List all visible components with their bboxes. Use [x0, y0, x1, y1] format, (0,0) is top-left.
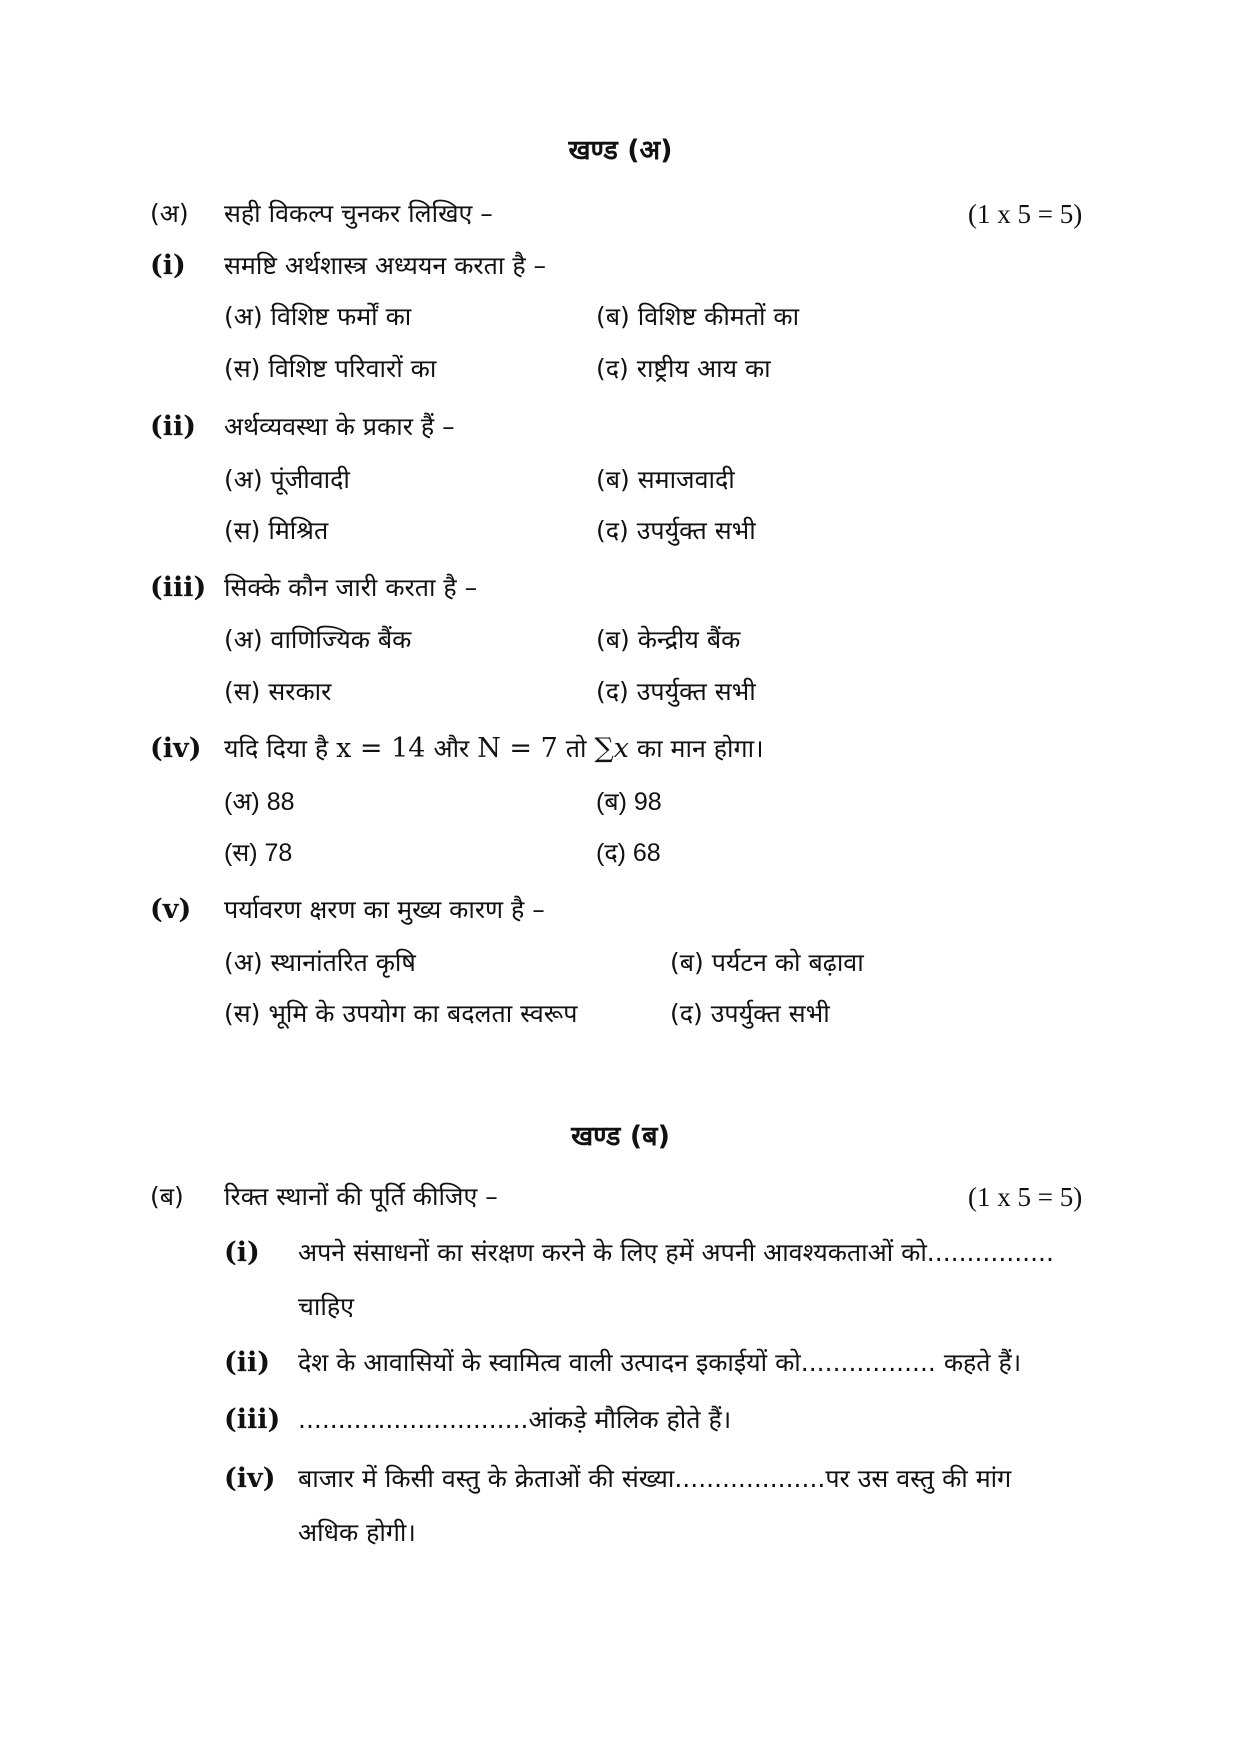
question-text: सिक्के कौन जारी करता है –: [224, 573, 478, 602]
question-number: (iv): [150, 733, 202, 764]
option: (अ) वाणिज्यिक बैंक: [224, 625, 412, 654]
section-b-label: (ब): [150, 1182, 184, 1211]
question-text-part: और: [433, 734, 470, 763]
option: (द) राष्ट्रीय आय का: [596, 354, 771, 383]
question-text: पर्यावरण क्षरण का मुख्य कारण है –: [224, 895, 545, 924]
math-expression: N = 7: [477, 733, 558, 764]
option: (अ) 88: [224, 788, 295, 816]
question-number: (i): [150, 250, 186, 281]
question-text: समष्टि अर्थशास्त्र अध्ययन करता है –: [224, 251, 547, 280]
option: (ब) केन्द्रीय बैंक: [596, 625, 741, 654]
fill-blank-text-continued: चाहिए: [298, 1292, 354, 1321]
section-b-instruction: रिक्त स्थानों की पूर्ति कीजिए –: [224, 1182, 498, 1211]
option: (स) भूमि के उपयोग का बदलता स्वरूप: [224, 999, 578, 1028]
option: (द) उपर्युक्त सभी: [596, 677, 756, 706]
fill-blank-text-continued: अधिक होगी।: [298, 1518, 416, 1547]
item-number: (i): [224, 1237, 260, 1268]
section-b-marks: (1 x 5 = 5): [968, 1182, 1083, 1212]
fill-blank-text: .............................आंकड़े मौलिक होते हैं।: [298, 1405, 732, 1434]
fill-blank-text: बाजार में किसी वस्तु के क्रेताओं की संख्या...................पर उस वस्तु की मांग: [298, 1464, 1012, 1493]
option: (अ) पूंजीवादी: [224, 465, 350, 494]
option: (अ) स्थानांतरित कृषि: [224, 948, 416, 977]
question-text: [224, 732, 764, 766]
item-number: (ii): [224, 1347, 271, 1378]
question-text: अर्थव्यवस्था के प्रकार हैं –: [224, 412, 455, 441]
fill-blank-text: देश के आवासियों के स्वामित्व वाली उत्पादन इकाईयों को................. कहते हैं।: [298, 1348, 1022, 1377]
item-number: (iii): [224, 1404, 281, 1435]
math-expression: ∑x: [594, 733, 629, 764]
option: (स) मिश्रित: [224, 516, 329, 545]
item-number: (iv): [224, 1463, 276, 1494]
section-a-marks: (1 x 5 = 5): [968, 199, 1083, 229]
option: (स) सरकार: [224, 677, 332, 706]
option: (द) उपर्युक्त सभी: [596, 516, 756, 545]
question-number: (ii): [150, 411, 197, 442]
option: (ब) समाजवादी: [596, 465, 735, 494]
section-a-label: (अ): [150, 199, 189, 228]
option: (स) 78: [224, 839, 293, 867]
section-b-heading: खण्ड (ब): [571, 1121, 670, 1152]
question-number: (iii): [150, 572, 207, 603]
option: (द) उपर्युक्त सभी: [670, 999, 830, 1028]
section-a-instruction: सही विकल्प चुनकर लिखिए –: [224, 199, 493, 228]
question-text-part: का मान होगा।: [636, 734, 764, 763]
question-text-part: तो: [565, 734, 587, 763]
question-number: (v): [150, 894, 192, 925]
option: (अ) विशिष्ट फर्मों का: [224, 302, 412, 331]
fill-blank-text: अपने संसाधनों का संरक्षण करने के लिए हमें अपनी आवश्यकताओं को................: [298, 1238, 1054, 1267]
option: (ब) पर्यटन को बढ़ावा: [670, 948, 864, 977]
option: (ब) विशिष्ट कीमतों का: [596, 302, 800, 331]
option: (द) 68: [596, 839, 661, 867]
math-expression: x = 14: [336, 733, 426, 764]
question-text-part: यदि दिया है: [224, 734, 329, 763]
option: (ब) 98: [596, 788, 662, 816]
section-a-heading: खण्ड (अ): [568, 135, 673, 166]
option: (स) विशिष्ट परिवारों का: [224, 354, 437, 383]
